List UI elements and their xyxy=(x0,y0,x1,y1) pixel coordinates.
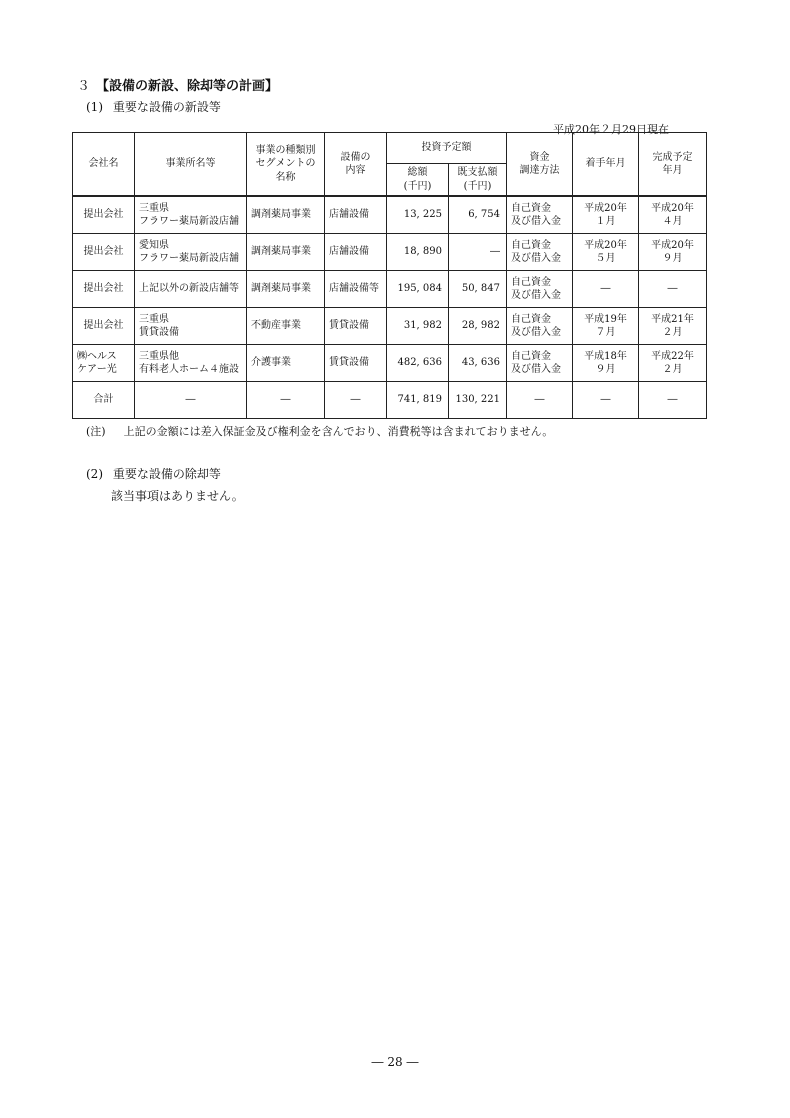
cell-total: 482, 636 xyxy=(387,345,449,382)
cell-start: ― xyxy=(573,382,639,419)
cell-start: 平成20年 ５月 xyxy=(573,234,639,271)
cell-segment: 不動産事業 xyxy=(247,308,325,345)
cell-equipment: ― xyxy=(325,382,387,419)
equipment-plan-table xyxy=(72,132,707,419)
cell-start: 平成18年 ９月 xyxy=(573,345,639,382)
table-row xyxy=(73,234,707,271)
cell-funding: 自己資金 及び借入金 xyxy=(507,234,573,271)
table-row xyxy=(73,196,707,234)
cell-site: 上記以外の新設店舗等 xyxy=(135,271,247,308)
header-start: 着手年月 xyxy=(573,133,639,197)
header-company: 会社名 xyxy=(73,133,135,197)
section-heading xyxy=(77,75,278,94)
cell-segment: 調剤薬局事業 xyxy=(247,196,325,234)
cell-site: ― xyxy=(135,382,247,419)
cell-funding: 自己資金 及び借入金 xyxy=(507,271,573,308)
cell-paid: 50, 847 xyxy=(449,271,507,308)
cell-equipment: 賃貸設備 xyxy=(325,308,387,345)
subsection-2-heading xyxy=(86,465,221,482)
cell-company: ㈱ヘルス ケアー光 xyxy=(73,345,135,382)
cell-paid: 130, 221 xyxy=(449,382,507,419)
cell-equipment: 店舗設備等 xyxy=(325,271,387,308)
header-completion: 完成予定 年月 xyxy=(639,133,707,197)
table-row xyxy=(73,345,707,382)
cell-completion: ― xyxy=(639,271,707,308)
cell-funding: 自己資金 及び借入金 xyxy=(507,345,573,382)
note-tag: (注) xyxy=(86,425,106,438)
subsection-1-title: 重要な設備の新設等 xyxy=(112,100,221,114)
cell-company: 提出会社 xyxy=(73,271,135,308)
subsection-2-title: 重要な設備の除却等 xyxy=(112,467,221,481)
section-title: 【設備の新設、除却等の計画】 xyxy=(96,79,279,94)
header-equipment: 設備の 内容 xyxy=(325,133,387,197)
cell-company: 提出会社 xyxy=(73,234,135,271)
cell-funding: 自己資金 及び借入金 xyxy=(507,308,573,345)
table-row xyxy=(73,308,707,345)
header-investment: 投資予定額 xyxy=(387,133,507,164)
cell-start: ― xyxy=(573,271,639,308)
cell-completion: ― xyxy=(639,382,707,419)
cell-total: 31, 982 xyxy=(387,308,449,345)
cell-completion: 平成21年 ２月 xyxy=(639,308,707,345)
cell-completion: 平成22年 ２月 xyxy=(639,345,707,382)
cell-funding: 自己資金 及び借入金 xyxy=(507,196,573,234)
table-row xyxy=(73,271,707,308)
subsection-2-label: (2) xyxy=(86,467,103,481)
cell-equipment: 店舗設備 xyxy=(325,234,387,271)
cell-start: 平成19年 ７月 xyxy=(573,308,639,345)
cell-total-label: 合計 xyxy=(73,382,135,419)
header-segment: 事業の種類別 セグメントの 名称 xyxy=(247,133,325,197)
as-of-date: 平成20年２月29日現在 xyxy=(553,123,669,136)
subsection-1-label: (1) xyxy=(86,100,103,114)
cell-site: 愛知県 フラワー薬局新設店舗 xyxy=(135,234,247,271)
cell-funding: ― xyxy=(507,382,573,419)
cell-total: 13, 225 xyxy=(387,196,449,234)
cell-site: 三重県 賃貸設備 xyxy=(135,308,247,345)
cell-segment: 介護事業 xyxy=(247,345,325,382)
table-note xyxy=(86,423,553,439)
cell-segment: 調剤薬局事業 xyxy=(247,271,325,308)
table-total-row xyxy=(73,382,707,419)
cell-company: 提出会社 xyxy=(73,308,135,345)
subsection-1-heading xyxy=(86,98,221,115)
cell-completion: 平成20年 ９月 xyxy=(639,234,707,271)
cell-segment: ― xyxy=(247,382,325,419)
cell-site: 三重県他 有料老人ホーム４施設 xyxy=(135,345,247,382)
section-number: ３ xyxy=(77,79,91,94)
cell-company: 提出会社 xyxy=(73,196,135,234)
cell-paid: 6, 754 xyxy=(449,196,507,234)
header-total: 総額 (千円) xyxy=(387,164,449,197)
cell-start: 平成20年 １月 xyxy=(573,196,639,234)
cell-site: 三重県 フラワー薬局新設店舗 xyxy=(135,196,247,234)
cell-total: 18, 890 xyxy=(387,234,449,271)
cell-completion: 平成20年 ４月 xyxy=(639,196,707,234)
header-site: 事業所名等 xyxy=(135,133,247,197)
cell-total: 741, 819 xyxy=(387,382,449,419)
subsection-2-body: 該当事項はありません。 xyxy=(111,489,244,503)
table-header-row xyxy=(73,133,707,164)
cell-segment: 調剤薬局事業 xyxy=(247,234,325,271)
header-paid: 既支払額 (千円) xyxy=(449,164,507,197)
cell-paid: ― xyxy=(449,234,507,271)
cell-paid: 28, 982 xyxy=(449,308,507,345)
cell-total: 195, 084 xyxy=(387,271,449,308)
page-number: ― 28 ― xyxy=(371,1055,419,1069)
cell-equipment: 店舗設備 xyxy=(325,196,387,234)
cell-paid: 43, 636 xyxy=(449,345,507,382)
note-text: 上記の金額には差入保証金及び権利金を含んでおり、消費税等は含まれておりません。 xyxy=(123,425,554,438)
cell-equipment: 賃貸設備 xyxy=(325,345,387,382)
header-funding: 資金 調達方法 xyxy=(507,133,573,197)
